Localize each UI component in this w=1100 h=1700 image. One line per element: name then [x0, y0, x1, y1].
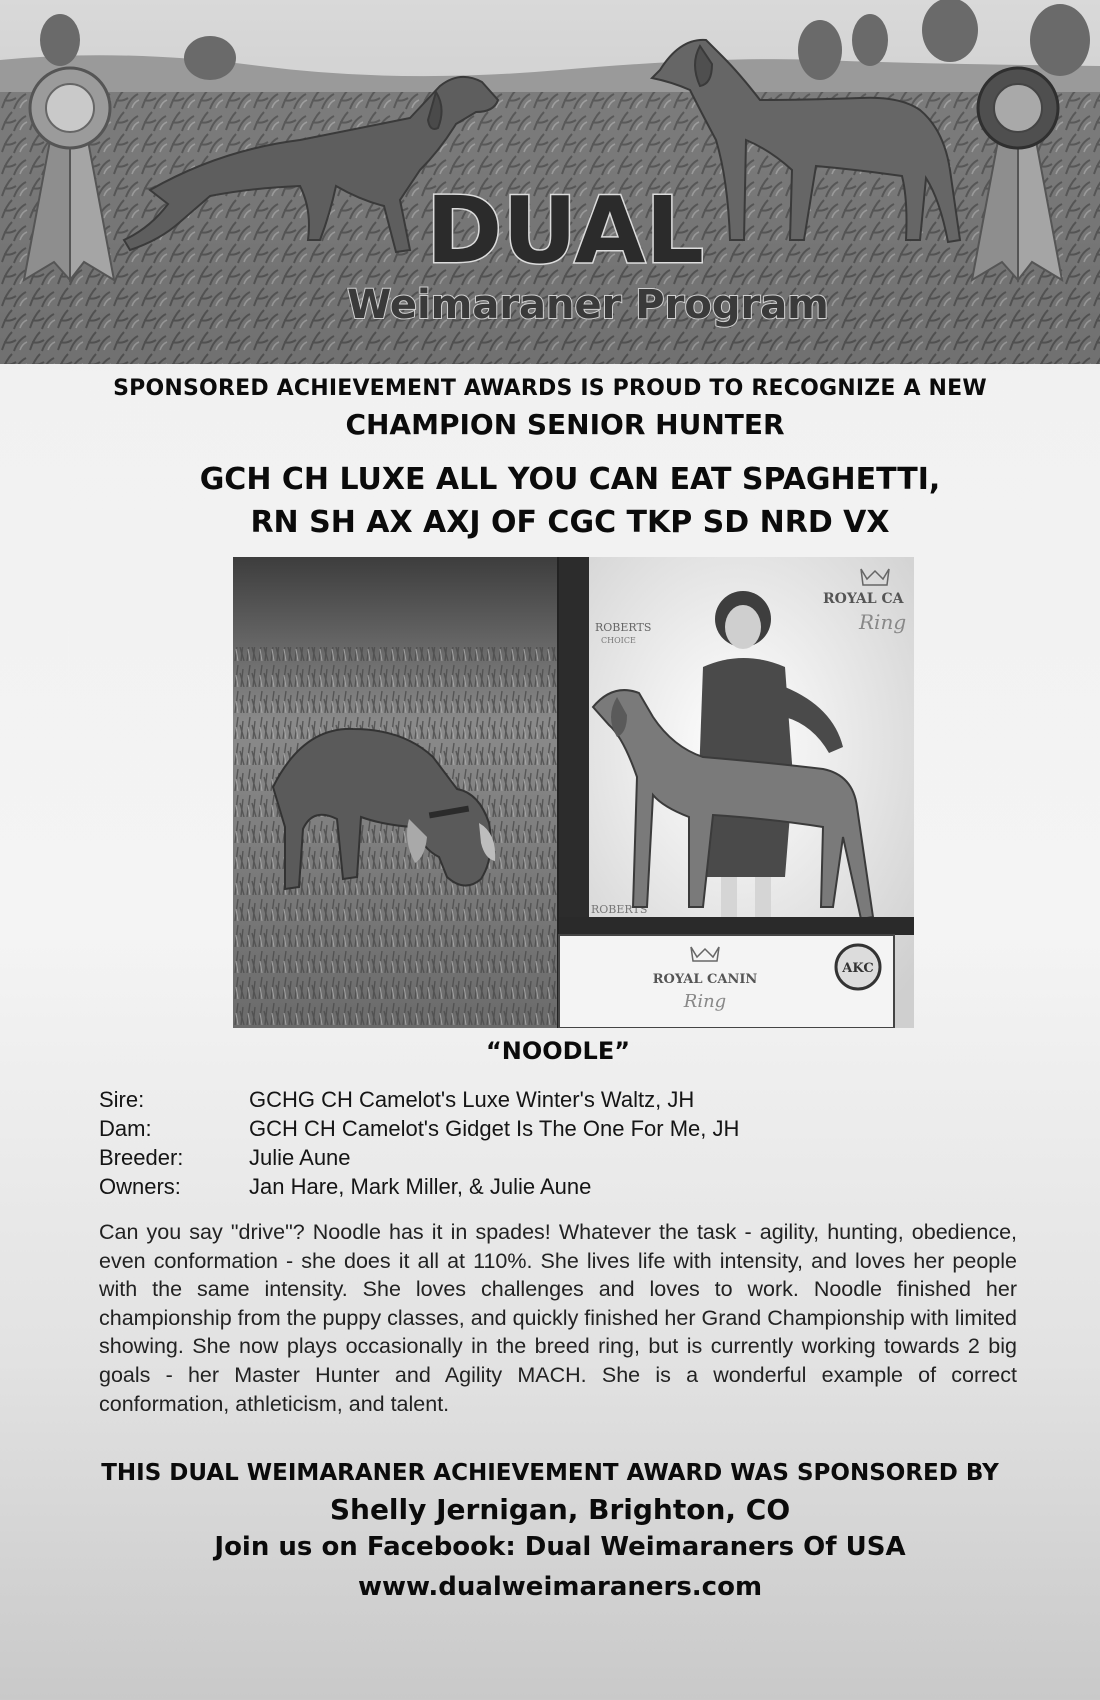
- pedigree-value: Jan Hare, Mark Miller, & Julie Aune: [249, 1174, 592, 1199]
- field-photo: [233, 557, 557, 1028]
- pedigree-row-dam: [99, 1114, 739, 1143]
- backdrop-sponsor-sub: CHOICE: [601, 636, 636, 645]
- photo-collage: [233, 557, 914, 1028]
- sponsor-heading: THIS DUAL WEIMARANER ACHIEVEMENT AWARD WAS SPONSORED BY: [101, 1460, 999, 1486]
- pedigree-list: [99, 1085, 739, 1201]
- dog-name-line2: RN SH AX AXJ OF CGC TKP SD NRD VX: [250, 505, 890, 540]
- backdrop-sponsor-lower: ROBERTS: [591, 903, 648, 916]
- pedigree-value: GCH CH Camelot's Gidget Is The One For Me, JH: [249, 1116, 740, 1141]
- pedigree-value: GCHG CH Camelot's Luxe Winter's Waltz, JH: [249, 1087, 695, 1112]
- podium-brand: ROYAL CANIN: [652, 972, 758, 987]
- pedigree-value: Julie Aune: [249, 1145, 351, 1170]
- pedigree-label: Breeder:: [99, 1145, 184, 1170]
- sponsor-name: Shelly Jernigan, Brighton, CO: [329, 1493, 791, 1526]
- backdrop-sponsor: ROBERTS: [595, 621, 652, 634]
- backdrop-brand-script: Ring: [859, 610, 907, 634]
- header-banner: [0, 0, 1100, 364]
- pedigree-label: Dam:: [99, 1116, 152, 1141]
- field-scene: [0, 0, 1100, 364]
- dog-nickname: “NOODLE”: [485, 1037, 631, 1065]
- pedigree-label: Owners:: [99, 1174, 181, 1199]
- pedigree-label: Sire:: [99, 1087, 145, 1112]
- award-title: CHAMPION SENIOR HUNTER: [345, 408, 785, 441]
- pedigree-row-sire: [99, 1085, 739, 1114]
- show-ring-photo: [559, 557, 914, 1028]
- logo-subtitle: Weimaraner Program: [347, 282, 829, 328]
- facebook-line: Join us on Facebook: Dual Weimaraners Of USA: [214, 1532, 906, 1562]
- website-link[interactable]: www.dualweimaraners.com: [357, 1572, 763, 1602]
- backdrop-brand: ROYAL CA: [823, 591, 904, 607]
- akc-seal-text: AKC: [842, 961, 874, 976]
- description-paragraph: Can you say "drive"? Noodle has it in spades! Whatever the task - agility, hunting, obedience, even conformation - she does it all at 110%. She lives life with intensity, and loves her people with the same intensity. She loves challenges and loves to work. Noodle finished her championship from the puppy classes, and quickly finished her Grand Championship with limited showing. She now plays occasionally in the breed ring, but is currently working towards 2 big goals - her Master Hunter and Agility MACH. She is a wonderful example of correct conformation, athleticism, and talent.: [99, 1220, 1017, 1416]
- podium-brand-script: Ring: [683, 991, 727, 1012]
- logo-title: DUAL: [425, 177, 705, 284]
- pedigree-row-breeder: [99, 1143, 739, 1172]
- dog-name-line1: GCH CH LUXE ALL YOU CAN EAT SPAGHETTI,: [199, 462, 941, 497]
- pedigree-row-owners: [99, 1172, 739, 1201]
- sponsored-line: SPONSORED ACHIEVEMENT AWARDS IS PROUD TO RECOGNIZE A NEW: [113, 376, 987, 401]
